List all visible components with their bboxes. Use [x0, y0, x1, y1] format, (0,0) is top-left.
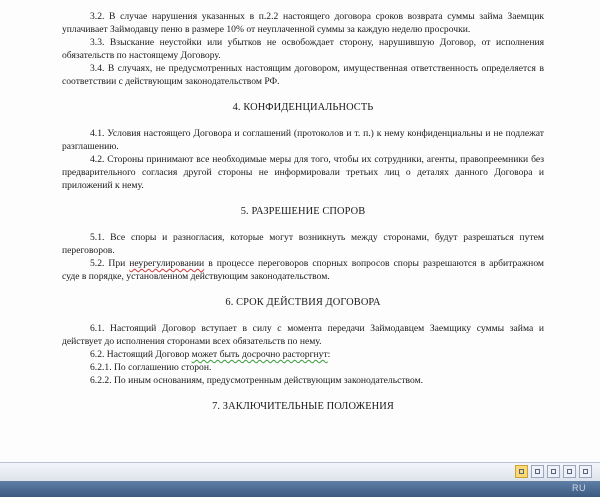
outline-view-button[interactable] — [563, 465, 576, 478]
paragraph-3-3: 3.3. Взыскание неустойки или убытков не освобождает сторону, нарушившую Договор, от исполнения обязательств по настоящему Договору. — [62, 37, 544, 61]
taskbar — [0, 481, 600, 497]
text-run: в процессе переговоров спорных вопросов споры разрешаются в арбитражном суде в порядке, установленном действующим законодательством. — [62, 258, 545, 282]
spellcheck-underlined-word[interactable]: неурегулировании — [129, 258, 205, 269]
paragraph-6-2-1: 6.2.1. По соглашению сторон. — [90, 362, 212, 373]
grammar-underlined-phrase[interactable]: может быть досрочно расторгнут — [191, 349, 328, 360]
paragraph-6-2-2: 6.2.2. По иным основаниям, предусмотренным действующим законодательством. — [90, 375, 424, 386]
web-layout-view-button[interactable] — [547, 465, 560, 478]
section-heading-6: 6. СРОК ДЕЙСТВИЯ ДОГОВОРА — [225, 297, 381, 308]
paragraph-3-4: 3.4. В случаях, не предусмотренных настоящим договором, имущественная ответственность определяется в соответствии с действующим законодательством РФ. — [62, 63, 544, 87]
paragraph-6-1: 6.1. Настоящий Договор вступает в силу с момента передачи Займодавцем Заемщику суммы займа и действует до исполнения сторонами всех обязательств по нему. — [62, 323, 544, 347]
document-body — [62, 10, 544, 413]
paragraph-5-2 — [62, 257, 544, 283]
print-layout-view-button[interactable] — [515, 465, 528, 478]
status-bar — [0, 462, 600, 481]
text-run: 5.2. При — [90, 258, 130, 269]
paragraph-3-2: 3.2. В случае нарушения указанных в п.2.2 настоящего договора сроков возврата суммы займа Заемщик уплачивает Займодавцу пеню в размере 10% от неуплаченной суммы за каждую неделю просрочки. — [62, 11, 544, 35]
text-run: : — [327, 349, 331, 360]
paragraph-4-1: 4.1. Условия настоящего Договора и соглашений (протоколов и т. п.) к нему конфиденциальны и не подлежат разглашению. — [62, 128, 544, 152]
language-indicator[interactable]: RU — [572, 483, 586, 493]
paragraph-4-2: 4.2. Стороны принимают все необходимые меры для того, чтобы их сотрудники, агенты, правопреемники без предварительного согласия другой стороны не информировали третьих лиц о деталях данного Договора и приложений к нему. — [62, 154, 544, 191]
section-heading-5: 5. РАЗРЕШЕНИЕ СПОРОВ — [240, 206, 366, 217]
paragraph-5-1: 5.1. Все споры и разногласия, которые могут возникнуть между сторонами, будут разрешаться путем переговоров. — [62, 232, 544, 256]
full-screen-reading-view-button[interactable] — [531, 465, 544, 478]
text-run: 6.2. Настоящий Договор — [90, 349, 192, 360]
paragraph-6-2 — [62, 348, 544, 361]
draft-view-button[interactable] — [579, 465, 592, 478]
section-heading-7: 7. ЗАКЛЮЧИТЕЛЬНЫЕ ПОЛОЖЕНИЯ — [212, 401, 394, 412]
view-buttons — [515, 465, 592, 479]
section-heading-4: 4. КОНФИДЕНЦИАЛЬНОСТЬ — [232, 102, 374, 113]
